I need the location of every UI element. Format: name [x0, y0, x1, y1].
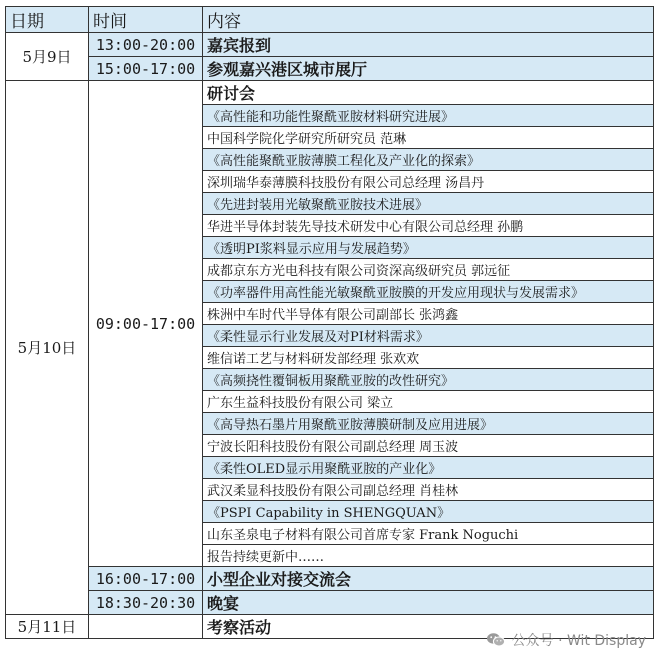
agenda-item: 研讨会: [203, 81, 654, 105]
time-cell: 09:00-17:00: [89, 81, 203, 567]
agenda-item: 晚宴: [203, 591, 654, 615]
speaker: 成都京东方光电科技有限公司资深高级研究员 郭远征: [203, 259, 654, 281]
speaker: 中国科学院化学研究所研究员 范琳: [203, 127, 654, 149]
talk-title: 《透明PI浆料显示应用与发展趋势》: [203, 237, 654, 259]
agenda-item: 考察活动: [203, 615, 654, 639]
speaker: 维信诺工艺与材料研发部经理 张欢欢: [203, 347, 654, 369]
header-content: 内容: [203, 7, 654, 33]
time-cell-empty: [89, 615, 203, 639]
speaker: 宁波长阳科技股份有限公司副总经理 周玉波: [203, 435, 654, 457]
table-row: [6, 57, 654, 81]
schedule-table: [5, 6, 654, 639]
speaker: 广东生益科技股份有限公司 梁立: [203, 391, 654, 413]
speaker: 山东圣泉电子材料有限公司首席专家 Frank Noguchi: [203, 523, 654, 545]
table-row: [6, 81, 654, 105]
speaker: 深圳瑞华泰薄膜科技股份有限公司总经理 汤昌丹: [203, 171, 654, 193]
more-note: 报告持续更新中……: [203, 545, 654, 567]
date-cell: 5月11日: [6, 615, 89, 639]
header-time: 时间: [89, 7, 203, 33]
time-cell: 16:00-17:00: [89, 567, 203, 591]
agenda-item: 小型企业对接交流会: [203, 567, 654, 591]
table-header-row: [6, 7, 654, 33]
talk-title: 《功率器件用高性能光敏聚酰亚胺膜的开发应用现状与发展需求》: [203, 281, 654, 303]
time-cell: 13:00-20:00: [89, 33, 203, 57]
talk-title: 《柔性OLED显示用聚酰亚胺的产业化》: [203, 457, 654, 479]
talk-title: 《高频挠性覆铜板用聚酰亚胺的改性研究》: [203, 369, 654, 391]
agenda-item: 嘉宾报到: [203, 33, 654, 57]
table-row: [6, 33, 654, 57]
wechat-icon: [486, 632, 506, 648]
talk-title: 《高性能聚酰亚胺薄膜工程化及产业化的探索》: [203, 149, 654, 171]
speaker: 武汉柔显科技股份有限公司副总经理 肖桂林: [203, 479, 654, 501]
time-cell: 18:30-20:30: [89, 591, 203, 615]
talk-title: 《先进封装用光敏聚酰亚胺技术进展》: [203, 193, 654, 215]
table-row: [6, 567, 654, 591]
date-cell: 5月9日: [6, 33, 89, 81]
header-date: 日期: [6, 7, 89, 33]
talk-title: 《PSPI Capability in SHENGQUAN》: [203, 501, 654, 523]
watermark: [486, 630, 646, 650]
speaker: 株洲中车时代半导体有限公司副部长 张鸿鑫: [203, 303, 654, 325]
talk-title: 《柔性显示行业发展及对PI材料需求》: [203, 325, 654, 347]
talk-title: 《高导热石墨片用聚酰亚胺薄膜研制及应用进展》: [203, 413, 654, 435]
speaker: 华进半导体封装先导技术研发中心有限公司总经理 孙鹏: [203, 215, 654, 237]
watermark-text: 公众号 · Wit Display: [511, 633, 646, 649]
table-row: [6, 591, 654, 615]
agenda-item: 参观嘉兴港区城市展厅: [203, 57, 654, 81]
time-cell: 15:00-17:00: [89, 57, 203, 81]
talk-title: 《高性能和功能性聚酰亚胺材料研究进展》: [203, 105, 654, 127]
date-cell: 5月10日: [6, 81, 89, 615]
